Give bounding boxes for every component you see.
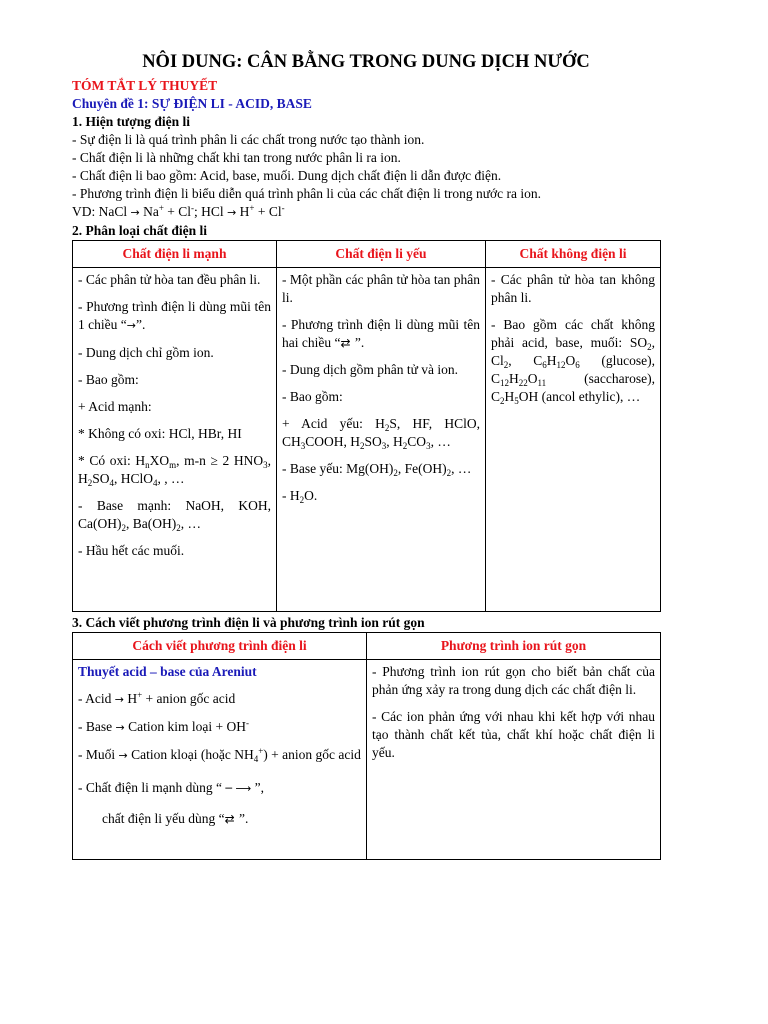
reversible-arrow-icon: ⇄ (224, 812, 236, 826)
col-header-ionic: Phương trình ion rút gọn (367, 633, 661, 660)
weak-electrolyte-cell: - Một phần các phân tử hòa tan phân li. - Phương trình điện li dùng mũi tên hai chiều “⇄ ”. - Dung dịch gồm phân tử và ion. - Bao gồm: + Acid yếu: $H_2S$, HF, HClO, $CH_3COOH$, $H_2SO_3$, $H_2CO_3$, … - Base yếu: $Mg(OH)_2$, $Fe(OH)_2$, … - $H_2O$. (277, 268, 486, 612)
col-header-equation: Cách viết phương trình điện li (73, 633, 367, 660)
non-electrolyte-cell: - Các phân tử hòa tan không phân li. - Bao gồm các chất không phải acid, base, muối: $SO_2$, $Cl_2$, $C_6H_{12}O_6$ (glucose), $C_{12}H_{22}O_{11}$ (saccharose), $C_2H_5OH$ (ancol ethylic), … (486, 268, 661, 612)
topic-heading: Chuyên đề 1: SỰ ĐIỆN LI - ACID, BASE (72, 96, 312, 111)
section1-line: - Chất điện li bao gồm: Acid, base, muối. Dung dịch chất điện li dẫn được điện. (72, 168, 502, 183)
section3-heading: 3. Cách viết phương trình điện li và phương trình ion rút gọn (72, 615, 425, 630)
long-arrow-icon: ─ ⟶ (225, 782, 252, 795)
arrow-icon: → (115, 721, 125, 734)
arrow-icon: → (227, 206, 237, 219)
arrow-icon: → (114, 693, 124, 706)
section1-line: - Phương trình điện li biểu diễn quá trình phân li của các chất điện li trong nước ra ion. (72, 186, 542, 201)
equation-table (72, 632, 661, 860)
col-header-weak: Chất điện li yếu (277, 241, 486, 268)
summary-heading: TÓM TẮT LÝ THUYẾT (72, 78, 218, 93)
section2-heading: 2. Phân loại chất điện li (72, 223, 208, 238)
arrow-icon: → (118, 749, 128, 762)
section1-line: - Chất điện li là những chất khi tan trong nước phân li ra ion. (72, 150, 401, 165)
classification-table (72, 240, 661, 612)
section1-heading: 1. Hiện tượng điện li (72, 114, 190, 129)
arrow-icon: → (126, 319, 136, 332)
page-title: NÔI DUNG: CÂN BẰNG TRONG DUNG DỊCH NƯỚC (142, 52, 590, 72)
section1-line: - Sự điện li là quá trình phân li các chất trong nước tạo thành ion. (72, 132, 425, 147)
strong-electrolyte-cell: - Các phân tử hòa tan đều phân li. - Phương trình điện li dùng mũi tên 1 chiều “→”. - Dung dịch chỉ gồm ion. - Bao gồm: + Acid mạnh: * Không có oxi: HCl, HBr, HI * Có oxi: $H_nXO_m$, m-n ≥ 2 $HNO_3$, $H_2SO_4$, HClO$_4$, , … - Base mạnh: NaOH, KOH, $Ca(OH)_2$, $Ba(OH)_2$, … - Hầu hết các muối. (73, 268, 277, 612)
section1-example: VD: NaCl → Na+ + Cl-; HCl → H+ + Cl- (72, 203, 285, 219)
reversible-arrow-icon: ⇄ (340, 336, 352, 350)
ionic-equation-cell: - Phương trình ion rút gọn cho biết bản chất của phản ứng xảy ra trong dung dịch các chất điện li. - Các ion phản ứng với nhau khi kết hợp với nhau tạo thành chất kết tủa, chất khí hoặc chất điện li yếu. (367, 660, 661, 860)
arrow-icon: → (130, 206, 140, 219)
col-header-strong: Chất điện li mạnh (73, 241, 277, 268)
col-header-non: Chất không điện li (486, 241, 661, 268)
equation-writing-cell: Thuyết acid – base của Areniut - Acid → H+ + anion gốc acid - Base → Cation kim loại + OH- - Muối → Cation kloại (hoặc $NH_4^+$) + anion gốc acid - Chất điện li mạnh dùng “ ─ ⟶ ”, chất điện li yếu dùng “⇄ ”. (73, 660, 367, 860)
document-page (72, 50, 660, 860)
